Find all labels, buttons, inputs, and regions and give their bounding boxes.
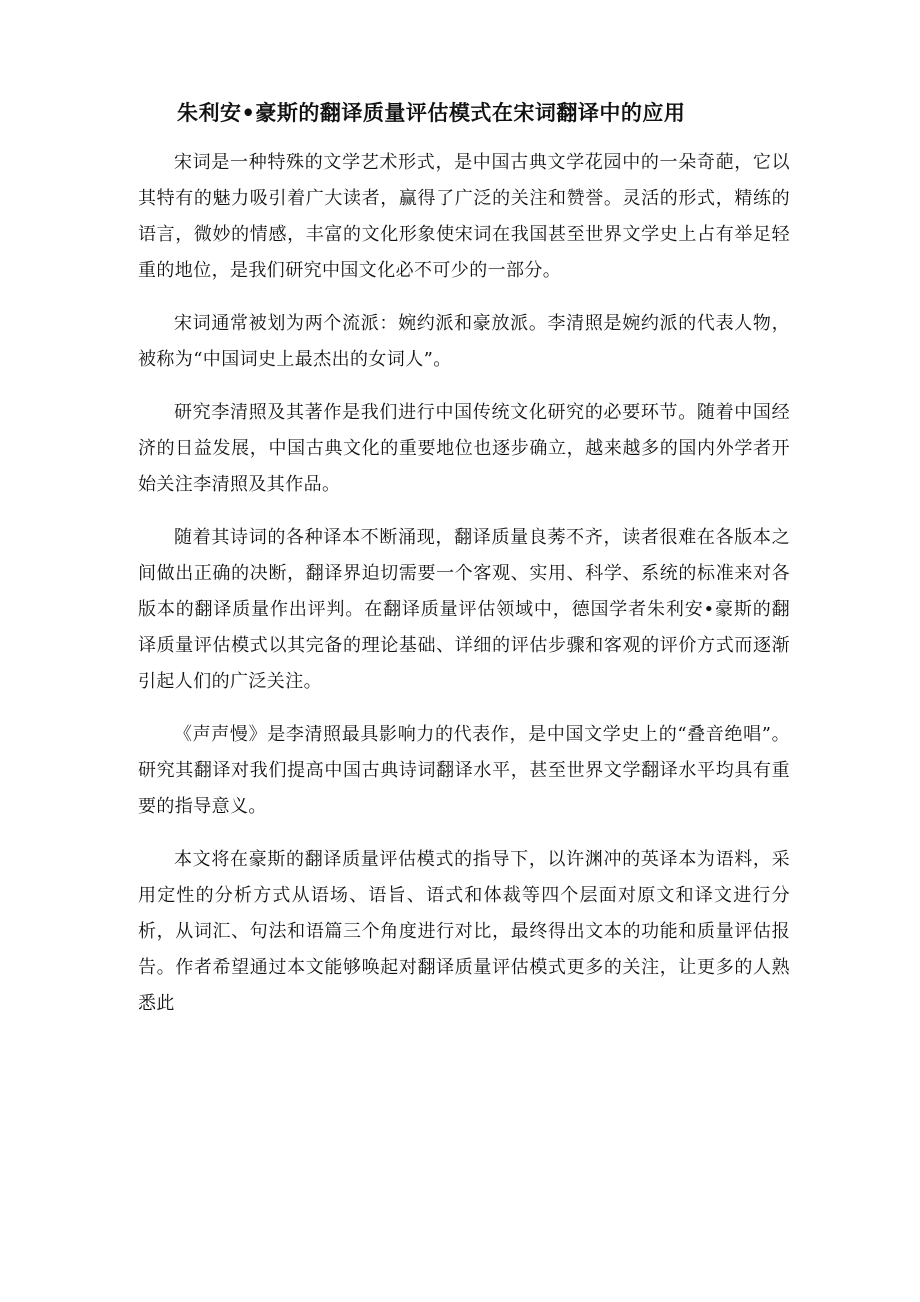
paragraph-2: 宋词通常被划为两个流派：婉约派和豪放派。李清照是婉约派的代表人物，被称为“中国词史上最杰出的女词人”。 [138, 313, 790, 370]
document-body [138, 145, 790, 1039]
paragraph-6: 本文将在豪斯的翻译质量评估模式的指导下，以许渊冲的英译本为语料，采用定性的分析方式从语场、语旨、语式和体裁等四个层面对原文和译文进行分析，从词汇、句法和语篇三个角度进行对比，最终得出文本的功能和质量评估报告。作者希望通过本文能够唤起对翻译质量评估模式更多的关注，让更多的人熟悉此 [138, 849, 790, 1014]
paragraph-3: 研究李清照及其著作是我们进行中国传统文化研究的必要环节。随着中国经济的日益发展，中国古典文化的重要地位也逐步确立，越来越多的国内外学者开始关注李清照及其作品。 [138, 402, 790, 495]
paragraph-5: 《声声慢》是李清照最具影响力的代表作，是中国文学史上的“叠音绝唱”。研究其翻译对我们提高中国古典诗词翻译水平，甚至世界文学翻译水平均具有重要的指导意义。 [138, 724, 790, 817]
paragraph-1: 宋词是一种特殊的文学艺术形式，是中国古典文学花园中的一朵奇葩，它以其特有的魅力吸引着广大读者，赢得了广泛的关注和赞誉。灵活的形式，精练的语言，微妙的情感，丰富的文化形象使宋词在我国甚至世界文学史上占有举足轻重的地位，是我们研究中国文化必不可少的一部分。 [138, 152, 790, 281]
paragraph-4: 随着其诗词的各种译本不断涌现，翻译质量良莠不齐，读者很难在各版本之间做出正确的决断，翻译界迫切需要一个客观、实用、科学、系统的标准来对各版本的翻译质量作出评判。在翻译质量评估领域中，德国学者朱利安•豪斯的翻译质量评估模式以其完备的理论基础、详细的评估步骤和客观的评价方式而逐渐引起人们的广泛关注。 [138, 527, 790, 692]
document-title: 朱利安•豪斯的翻译质量评估模式在宋词翻译中的应用 [177, 100, 686, 125]
